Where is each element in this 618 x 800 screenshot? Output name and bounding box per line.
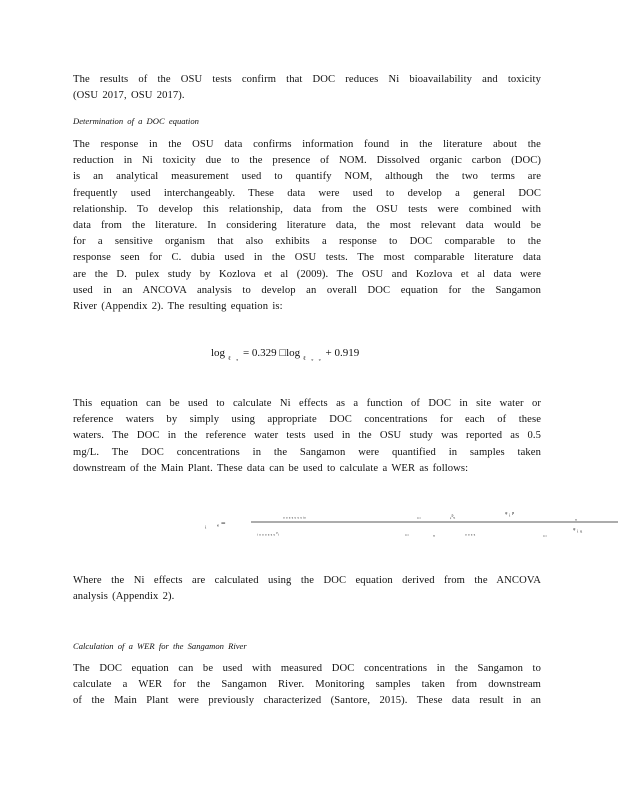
- text-line: calculate a WER for the Sangamon River. Monitoring samples taken from downstream: [73, 679, 541, 691]
- section-heading-wer-sangamon: Calculation of a WER for the Sangamon River: [73, 641, 247, 651]
- equation-missing-glyph: □: [279, 347, 287, 359]
- svg-text:ᵠ ᵢ ᵤ: ᵠ ᵢ ᵤ: [573, 526, 583, 534]
- equation-subscript: ℓ ᵩ: [227, 356, 241, 362]
- svg-text:ᵢ ᵤ ᵤ ᵤ ᵤ ᵤ ᵤ ᵖᵢ: ᵢ ᵤ ᵤ ᵤ ᵤ ᵤ ᵤ ᵖᵢ: [257, 532, 279, 537]
- svg-text:,ᵖᵤ: ,ᵖᵤ: [450, 514, 456, 520]
- equation-subscript: ℓ ᵩ ᵩ: [302, 356, 323, 362]
- section-heading-doc-equation: Determination of a DOC equation: [73, 116, 199, 126]
- text-line: The response in the OSU data confirms information found in the literature about the: [73, 139, 541, 150]
- paragraph-osu-results: [73, 72, 541, 104]
- text-line: waters. The DOC in the reference water tests used in the OSU study was reported as 0.5: [73, 430, 541, 442]
- svg-text:ᵠ ᵢ ᵖ: ᵠ ᵢ ᵖ: [505, 510, 515, 518]
- text-line: of the Main Plant were previously characterized (Santore, 2015). These data result in an: [73, 695, 541, 707]
- text-line: The results of the OSU tests confirm that DOC reduces Ni bioavailability and toxicity: [73, 74, 541, 85]
- text-line: River (Appendix 2). The resulting equation is:: [73, 301, 283, 313]
- text-line: for a sensitive organism that also exhibits a response to DOC comparable to the: [73, 236, 541, 248]
- text-line: This equation can be used to calculate Ni effects as a function of DOC in site water or: [73, 398, 541, 409]
- text-line: relationship. To develop this relationship, data from the OSU tests were combined with: [73, 203, 541, 215]
- text-line: The DOC equation can be used with measured DOC concentrations in the Sangamon to: [73, 663, 541, 674]
- paragraph-ni-effects: [73, 573, 541, 605]
- svg-text:ᵤ: ᵤ: [433, 532, 435, 538]
- text-line: mg/L. The DOC concentrations in the Sangamon were quantified in samples taken: [73, 446, 541, 458]
- svg-text:ₑ =: ₑ =: [217, 519, 226, 528]
- text-line: analysis (Appendix 2).: [73, 591, 175, 603]
- svg-text:ᵢ: ᵢ: [205, 521, 207, 530]
- svg-text:,,,: ,,,: [543, 533, 547, 538]
- equation-log-term: log: [211, 347, 226, 359]
- text-line: used in an ANCOVA analysis to develop an overall DOC equation for the Sangamon: [73, 284, 541, 296]
- equation-intercept: + 0.919: [325, 347, 360, 359]
- paragraph-wer-calculation: [73, 396, 541, 477]
- paragraph-sangamon-wer: [73, 661, 541, 710]
- text-line: response seen for C. dubia used in the OSU tests. The most comparable literature data: [73, 252, 541, 264]
- text-line: reference waters by simply using appropriate DOC concentrations for each of these: [73, 414, 541, 426]
- paragraph-doc-relationship: [73, 137, 541, 315]
- text-line: reduction in Ni toxicity due to the presence of NOM. Dissolved organic carbon (DOC): [73, 155, 541, 167]
- doc-equation: [211, 347, 359, 362]
- wer-equation-garbled: [205, 508, 618, 540]
- text-line: data from the literature. In considering literature data, the most relevant data would be: [73, 220, 541, 232]
- equation-coefficient: = 0.329: [242, 347, 277, 359]
- equation-log-term: log: [286, 347, 301, 359]
- text-line: (OSU 2017, OSU 2017).: [73, 90, 185, 102]
- svg-text:,,,: ,,,: [417, 515, 421, 520]
- text-line: is an analytical measurement used to quantify NOM, although the two terms are: [73, 171, 541, 183]
- svg-text:ᵤ ᵤ ᵤ ᵤ ᵤ ᵤ ᵤ ᵢᵤ: ᵤ ᵤ ᵤ ᵤ ᵤ ᵤ ᵤ ᵢᵤ: [283, 515, 306, 520]
- text-line: downstream of the Main Plant. These data can be used to calculate a WER as follows:: [73, 462, 469, 474]
- svg-text:ᵤ ᵤ ᵤ ᵤ: ᵤ ᵤ ᵤ ᵤ: [465, 532, 476, 537]
- text-line: are the D. pulex study by Kozlova et al (2009). The OSU and Kozlova et al data were: [73, 268, 541, 280]
- svg-text:,,,: ,,,: [405, 532, 409, 537]
- text-line: Where the Ni effects are calculated using the DOC equation derived from the ANCOVA: [73, 575, 541, 586]
- text-line: frequently used interchangeably. These data were used to develop a general DOC: [73, 187, 541, 199]
- svg-text:ᵤ: ᵤ: [575, 516, 577, 522]
